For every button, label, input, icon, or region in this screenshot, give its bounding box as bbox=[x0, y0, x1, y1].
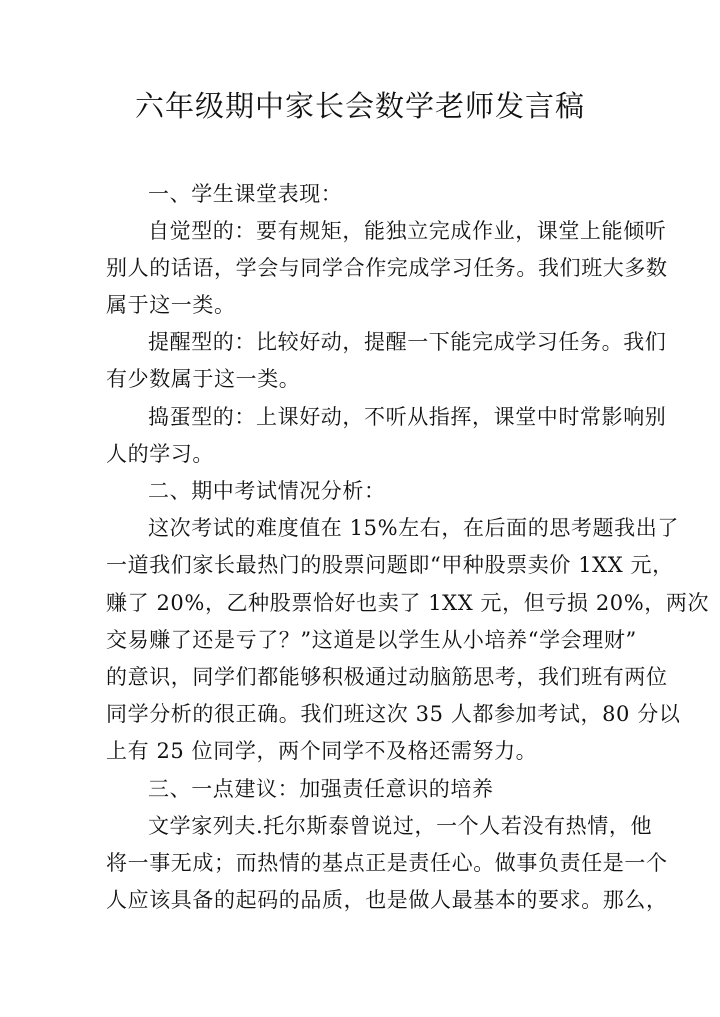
document-title: 六年级期中家长会数学老师发言稿 bbox=[134, 89, 585, 123]
paragraph-line: 属于这一类。 bbox=[106, 293, 236, 317]
paragraph-line: 文学家列夫.托尔斯泰曾说过，一个人若没有热情，他 bbox=[148, 814, 653, 838]
paragraph-line: 人应该具备的起码的品质，也是做人最基本的要求。那么， bbox=[106, 888, 668, 912]
paragraph-line: 交易赚了还是亏了？”这道是以学生从小培养“学会理财” bbox=[106, 628, 637, 652]
paragraph-line: 人的学习。 bbox=[106, 442, 214, 466]
paragraph-line: 这次考试的难度值在 15%左右，在后面的思考题我出了 bbox=[148, 516, 679, 540]
paragraph-line: 一道我们家长最热门的股票问题即“甲种股票卖价 1XX 元， bbox=[106, 553, 674, 577]
section-heading-classroom: 一、学生课堂表现： bbox=[148, 182, 343, 206]
paragraph-line: 自觉型的：要有规矩，能独立完成作业，课堂上能倾听 bbox=[148, 219, 667, 243]
paragraph-line: 别人的话语，学会与同学合作完成学习任务。我们班大多数 bbox=[106, 256, 668, 280]
section-heading-suggestion: 三、一点建议：加强责任意识的培养 bbox=[148, 777, 494, 801]
paragraph-line: 提醒型的：比较好动，提醒一下能完成学习任务。我们 bbox=[148, 330, 667, 354]
paragraph-line: 有少数属于这一类。 bbox=[106, 367, 301, 391]
paragraph-line: 捣蛋型的：上课好动，不听从指挥，课堂中时常影响别 bbox=[148, 405, 667, 429]
section-heading-exam: 二、期中考试情况分析： bbox=[148, 479, 386, 503]
paragraph-line: 将一事无成；而热情的基点正是责任心。做事负责任是一个 bbox=[106, 851, 668, 875]
paragraph-line: 同学分析的很正确。我们班这次 35 人都参加考试，80 分以 bbox=[106, 702, 681, 726]
paragraph-line: 的意识，同学们都能够积极通过动脑筋思考，我们班有两位 bbox=[106, 665, 668, 689]
paragraph-line: 赚了 20%，乙种股票恰好也卖了 1XX 元，但亏损 20%，两次 bbox=[106, 591, 710, 615]
paragraph-line: 上有 25 位同学，两个同学不及格还需努力。 bbox=[106, 739, 538, 763]
